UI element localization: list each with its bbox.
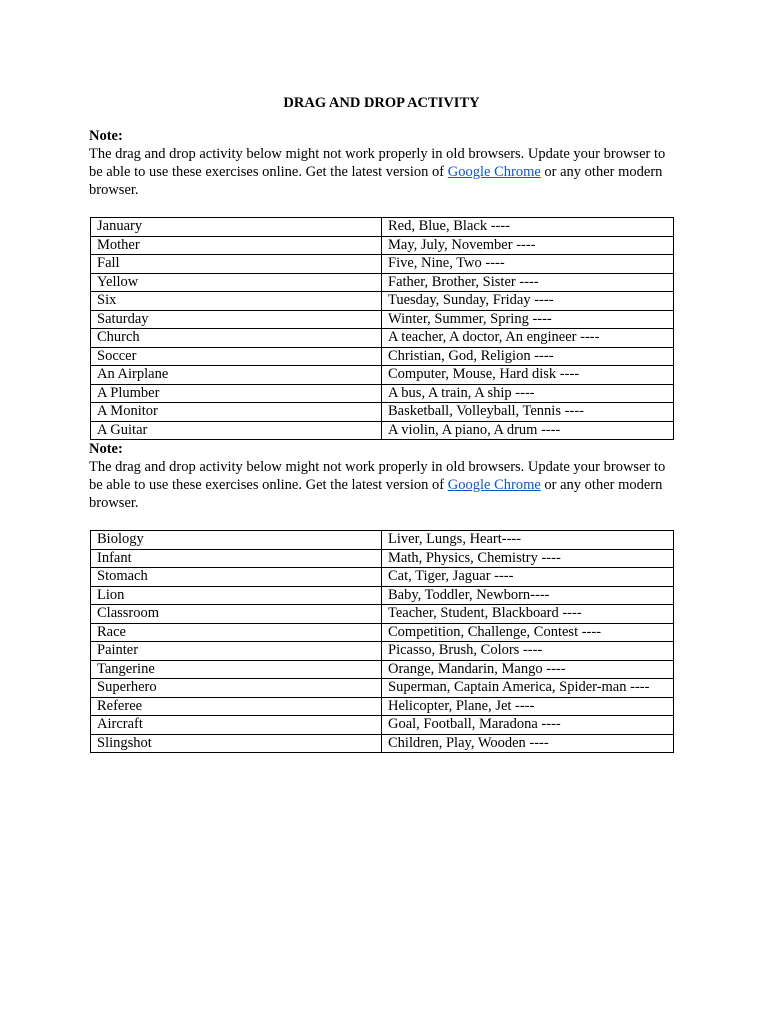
term-cell[interactable]: Stomach [91,568,382,587]
term-cell[interactable]: Slingshot [91,734,382,753]
section-2 [89,440,674,753]
table-row [91,403,674,422]
term-cell[interactable]: Classroom [91,605,382,624]
matching-table-1 [90,217,674,440]
term-cell[interactable]: Race [91,623,382,642]
term-cell[interactable]: An Airplane [91,366,382,385]
table-row [91,716,674,735]
match-cell[interactable]: Math, Physics, Chemistry ---- [382,549,674,568]
table-row [91,347,674,366]
match-cell[interactable]: Superman, Captain America, Spider-man ---- [382,679,674,698]
note-text [89,145,674,199]
term-cell[interactable]: Fall [91,255,382,274]
match-cell[interactable]: A violin, A piano, A drum ---- [382,421,674,440]
table-row [91,292,674,311]
match-cell[interactable]: Cat, Tiger, Jaguar ---- [382,568,674,587]
term-cell[interactable]: A Guitar [91,421,382,440]
match-cell[interactable]: Picasso, Brush, Colors ---- [382,642,674,661]
term-cell[interactable]: A Monitor [91,403,382,422]
note-text-before: The drag and drop activity below might not work properly in old browsers. Update your browser to be able to use these exercises online. Get the latest version of [89,459,666,493]
match-cell[interactable]: Five, Nine, Two ---- [382,255,674,274]
document-page [89,94,674,753]
match-cell[interactable]: Liver, Lungs, Heart---- [382,531,674,550]
table-row [91,273,674,292]
term-cell[interactable]: Tangerine [91,660,382,679]
table-row [91,384,674,403]
term-cell[interactable]: Biology [91,531,382,550]
term-cell[interactable]: Painter [91,642,382,661]
match-cell[interactable]: Helicopter, Plane, Jet ---- [382,697,674,716]
term-cell[interactable]: January [91,218,382,237]
term-cell[interactable]: Lion [91,586,382,605]
table-row [91,568,674,587]
match-cell[interactable]: Red, Blue, Black ---- [382,218,674,237]
note-text-before: The drag and drop activity below might not work properly in old browsers. Update your browser to be able to use these exercises online. Get the latest version of [89,146,666,180]
table-row [91,218,674,237]
match-cell[interactable]: Children, Play, Wooden ---- [382,734,674,753]
term-cell[interactable]: Aircraft [91,716,382,735]
match-cell[interactable]: Winter, Summer, Spring ---- [382,310,674,329]
table-row [91,660,674,679]
note-heading: Note: [89,128,123,144]
term-cell[interactable]: Six [91,292,382,311]
matching-table-2 [90,530,674,753]
match-cell[interactable]: Goal, Football, Maradona ---- [382,716,674,735]
table-row [91,236,674,255]
match-cell[interactable]: A bus, A train, A ship ---- [382,384,674,403]
table-row [91,697,674,716]
match-cell[interactable]: May, July, November ---- [382,236,674,255]
match-cell[interactable]: Teacher, Student, Blackboard ---- [382,605,674,624]
table-row [91,329,674,348]
term-cell[interactable]: Infant [91,549,382,568]
document-title: DRAG AND DROP ACTIVITY [283,95,480,111]
match-cell[interactable]: Baby, Toddler, Newborn---- [382,586,674,605]
match-cell[interactable]: A teacher, A doctor, An engineer ---- [382,329,674,348]
term-cell[interactable]: Saturday [91,310,382,329]
table-row [91,679,674,698]
table-row [91,586,674,605]
table-row [91,642,674,661]
match-cell[interactable]: Competition, Challenge, Contest ---- [382,623,674,642]
table-row [91,605,674,624]
google-chrome-link[interactable]: Google Chrome [447,477,541,493]
matching-table-body [91,531,674,753]
note-text-after: or any other modern browser. [89,164,663,198]
table-row [91,366,674,385]
match-cell[interactable]: Basketball, Volleyball, Tennis ---- [382,403,674,422]
match-cell[interactable]: Christian, God, Religion ---- [382,347,674,366]
table-row [91,531,674,550]
matching-table-body [91,218,674,440]
term-cell[interactable]: Referee [91,697,382,716]
term-cell[interactable]: Church [91,329,382,348]
match-cell[interactable]: Computer, Mouse, Hard disk ---- [382,366,674,385]
table-row [91,549,674,568]
google-chrome-link[interactable]: Google Chrome [447,164,541,180]
table-row [91,255,674,274]
note-text-after: or any other modern browser. [89,477,663,511]
table-row [91,310,674,329]
table-row [91,623,674,642]
match-cell[interactable]: Father, Brother, Sister ---- [382,273,674,292]
term-cell[interactable]: Soccer [91,347,382,366]
note-text [89,458,674,512]
table-row [91,421,674,440]
section-1 [89,127,674,440]
term-cell[interactable]: Mother [91,236,382,255]
term-cell[interactable]: Yellow [91,273,382,292]
term-cell[interactable]: Superhero [91,679,382,698]
note-heading: Note: [89,441,123,457]
term-cell[interactable]: A Plumber [91,384,382,403]
table-row [91,734,674,753]
match-cell[interactable]: Tuesday, Sunday, Friday ---- [382,292,674,311]
match-cell[interactable]: Orange, Mandarin, Mango ---- [382,660,674,679]
